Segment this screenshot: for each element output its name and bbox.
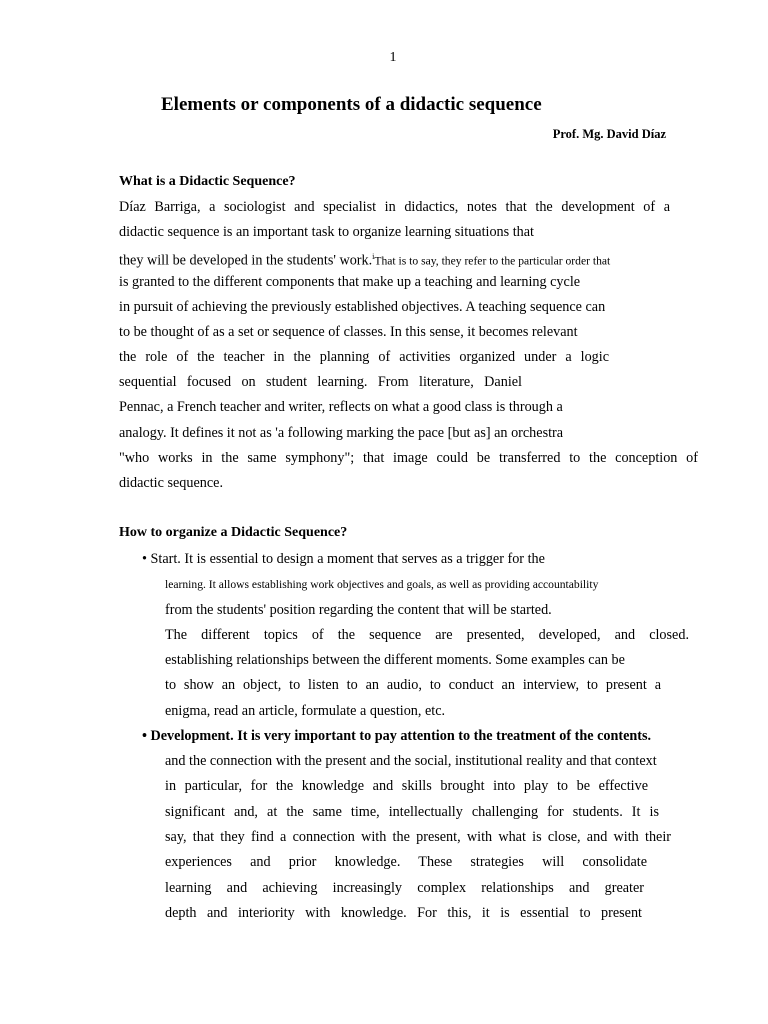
bullet-start [142, 550, 545, 568]
bullet-marker: • [142, 551, 147, 567]
paragraph-line: didactic sequence is an important task to organize learning situations that [119, 224, 534, 240]
bullet-line: from the students' position regarding the content that will be started. [165, 602, 552, 618]
bullet-line: and the connection with the present and the social, institutional reality and that context [165, 753, 657, 769]
bullet-line: enigma, read an article, formulate a question, etc. [165, 703, 446, 719]
section-heading-what-is: What is a Didactic Sequence? [119, 174, 296, 189]
author-line: Prof. Mg. David Díaz [552, 127, 666, 141]
bullet-line: significant and, at the same time, intellectually challenging for students. It is [165, 804, 659, 820]
bullet-line: experiences and prior knowledge. These strategies will consolidate [165, 854, 647, 870]
bullet-line: establishing relationships between the different moments. Some examples can be [165, 652, 625, 668]
section-heading-how-to: How to organize a Didactic Sequence? [119, 525, 348, 540]
paragraph-line: didactic sequence. [119, 475, 223, 491]
bullet-line: The different topics of the sequence are presented, developed, and closed. [165, 627, 689, 643]
paragraph-line: in pursuit of achieving the previously established objectives. A teaching sequence can [119, 299, 606, 315]
bullet-line: depth and interiority with knowledge. For this, it is essential to present [165, 905, 642, 921]
document-title: Elements or components of a didactic sequence [161, 94, 542, 115]
page-number: 1 [389, 50, 397, 65]
paragraph-line: "who works in the same symphony"; that image could be transferred to the conception of [119, 450, 698, 466]
bullet-text: Development. It is very important to pay attention to the treatment of the contents. [150, 728, 652, 744]
bullet-line: learning and achieving increasingly complex relationships and greater [165, 880, 644, 896]
paragraph-line: Díaz Barriga, a sociologist and specialist in didactics, notes that the development of a [119, 199, 670, 215]
paragraph-line: sequential focused on student learning. From literature, Daniel [119, 374, 522, 390]
paragraph-line: the role of the teacher in the planning of activities organized under a logic [119, 349, 609, 365]
bullet-line: say, that they find a connection with the present, with what is close, and with their [165, 829, 671, 845]
line-text-small: That is to say, they refer to the particular order that [374, 254, 611, 268]
bullet-line: in particular, for the knowledge and skills brought into play to be effective [165, 778, 648, 794]
footnote-marker: i [372, 252, 375, 261]
bullet-line: to show an object, to listen to an audio, to conduct an interview, to present a [165, 677, 661, 693]
paragraph-line: is granted to the different components that make up a teaching and learning cycle [119, 274, 581, 290]
bullet-text: Start. It is essential to design a moment that serves as a trigger for the [150, 551, 545, 567]
line-text: they will be developed in the students' work. [119, 252, 373, 269]
paragraph-line: to be thought of as a set or sequence of classes. In this sense, it becomes relevant [119, 324, 578, 340]
paragraph-line: Pennac, a French teacher and writer, reflects on what a good class is through a [119, 399, 563, 415]
bullet-marker: • [142, 728, 147, 744]
bullet-line: learning. It allows establishing work objectives and goals, as well as providing accountability [165, 578, 599, 591]
paragraph-line: analogy. It defines it not as 'a following marking the pace [but as] an orchestra [119, 425, 564, 441]
paragraph-line [119, 248, 610, 271]
bullet-development [142, 727, 651, 745]
